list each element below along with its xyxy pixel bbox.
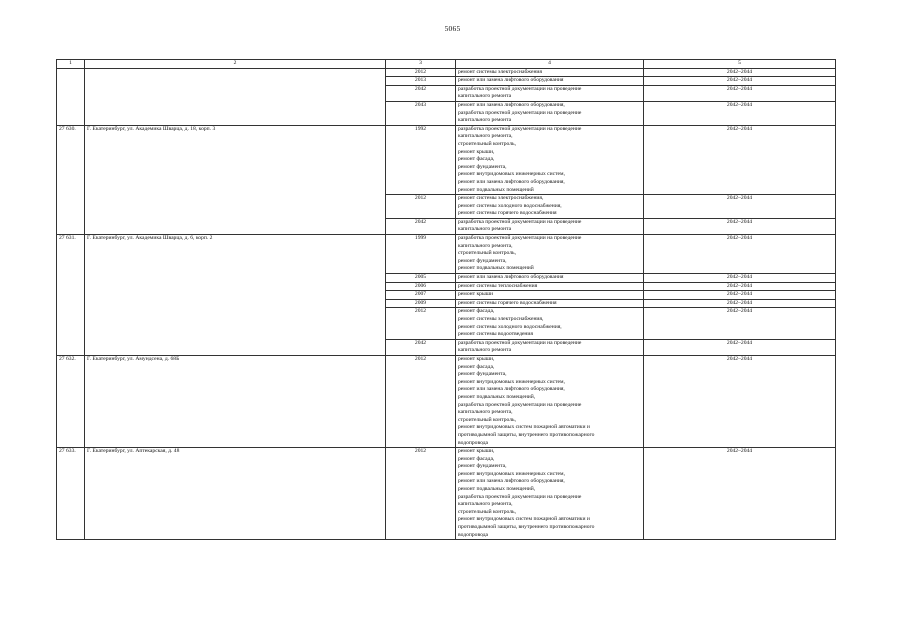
repair-work-item: ремонт системы холодного водоснабжения,	[458, 202, 562, 209]
repair-works	[456, 308, 644, 339]
planned-period: 2042–2044	[644, 299, 836, 308]
commissioning-year: 2007	[386, 291, 456, 300]
repair-works	[456, 195, 644, 219]
repair-works	[456, 77, 644, 86]
building-address	[85, 282, 386, 291]
building-number	[57, 308, 85, 339]
table-body	[57, 68, 836, 540]
table-row	[57, 299, 836, 308]
repair-work-item: ремонт фасада,	[458, 363, 495, 370]
repair-work-item: ремонт фундамента,	[458, 371, 507, 378]
repair-work-item: ремонт фундамента,	[458, 463, 507, 470]
repair-work-item: капитального ремонта,	[458, 409, 513, 416]
repair-work-item: строительный контроль,	[458, 140, 516, 147]
header-col-3: 3	[386, 60, 456, 69]
repair-works	[456, 101, 644, 125]
repair-works	[456, 235, 644, 274]
repair-works	[456, 68, 644, 77]
commissioning-year: 2012	[386, 448, 456, 540]
planned-period: 2042–2044	[644, 85, 836, 101]
repair-work-item: капитального ремонта	[458, 347, 512, 354]
header-col-2: 2	[85, 60, 386, 69]
commissioning-year: 2009	[386, 299, 456, 308]
repair-work-item: строительный контроль,	[458, 250, 516, 257]
repair-work-item: разработка проектной документации на проведение	[458, 401, 582, 408]
repair-work-item: разработка проектной документации на проведение	[458, 218, 582, 225]
building-address	[85, 299, 386, 308]
repair-work-item: ремонт системы электроснабжения,	[458, 316, 544, 322]
building-number: 27 631.	[57, 235, 85, 274]
building-address: Г. Екатеринбург, ул. Аптекарская, д. 48	[85, 448, 386, 540]
repair-work-item: разработка проектной документации на проведение	[458, 125, 582, 132]
repair-work-item: ремонт подвальных помещений,	[458, 393, 536, 400]
repair-work-item: ремонт внутридомовых систем пожарной автоматики и	[458, 516, 590, 523]
repair-work-item: ремонт крыши,	[458, 355, 495, 362]
commissioning-year: 2043	[386, 101, 456, 125]
planned-period: 2042–2044	[644, 448, 836, 540]
repair-work-item: ремонт или замена лифтового оборудования	[458, 77, 564, 84]
planned-period: 2042–2044	[644, 101, 836, 125]
building-address: Г. Екатеринбург, ул. Академика Шварца, д. 18, корп. 3	[85, 125, 386, 194]
building-number	[57, 339, 85, 355]
page-number: 5065	[444, 24, 461, 33]
repair-work-item: ремонт или замена лифтового оборудования	[458, 274, 564, 281]
repair-works	[456, 339, 644, 355]
building-number	[57, 299, 85, 308]
repair-work-item: строительный контроль,	[458, 508, 516, 515]
building-address	[85, 339, 386, 355]
capital-repair-table	[56, 59, 836, 540]
planned-period: 2042–2044	[644, 291, 836, 300]
repair-work-item: ремонт фасада,	[458, 156, 495, 163]
repair-works	[456, 85, 644, 101]
planned-period: 2042–2044	[644, 355, 836, 447]
repair-works	[456, 218, 644, 234]
commissioning-year: 2012	[386, 355, 456, 447]
planned-period: 2042–2044	[644, 218, 836, 234]
header-col-4: 4	[456, 60, 644, 69]
table-row	[57, 282, 836, 291]
building-number	[57, 77, 85, 86]
planned-period: 2042–2044	[644, 339, 836, 355]
building-number	[57, 101, 85, 125]
repair-work-item: ремонт фасада,	[458, 455, 495, 462]
planned-period: 2042–2044	[644, 125, 836, 194]
planned-period: 2042–2044	[644, 195, 836, 219]
repair-work-item: противодымной защиты, внутреннего противопожарного	[458, 524, 595, 531]
building-number	[57, 291, 85, 300]
table-row	[57, 308, 836, 339]
building-number	[57, 218, 85, 234]
repair-work-item: ремонт системы водоотведения	[458, 331, 533, 338]
commissioning-year: 2013	[386, 77, 456, 86]
repair-works	[456, 299, 644, 308]
table-row	[57, 77, 836, 86]
repair-work-item: ремонт системы теплоснабжения	[458, 282, 538, 289]
repair-work-item: капитального ремонта,	[458, 133, 513, 140]
repair-work-item: ремонт системы холодного водоснабжения,	[458, 323, 562, 330]
repair-work-item: противодымной защиты, внутреннего противопожарного	[458, 431, 595, 438]
repair-work-item: ремонт внутридомовых инженерных систем,	[458, 378, 565, 385]
repair-work-item: водопровода	[458, 531, 489, 538]
repair-work-item: ремонт или замена лифтового оборудования,	[458, 178, 565, 185]
repair-work-item: капитального ремонта	[458, 226, 512, 233]
building-number	[57, 195, 85, 219]
header-row	[57, 60, 836, 69]
repair-work-item: водопровода	[458, 439, 489, 446]
repair-work-item: ремонт системы электроснабжения,	[458, 195, 544, 202]
repair-work-item: капитального ремонта	[458, 117, 512, 124]
commissioning-year: 2012	[386, 195, 456, 219]
repair-work-item: разработка проектной документации на проведение	[458, 109, 582, 116]
repair-work-item: ремонт фундамента,	[458, 257, 507, 264]
building-number	[57, 85, 85, 101]
repair-work-item: ремонт подвальных помещений	[458, 265, 534, 272]
building-address	[85, 218, 386, 234]
repair-work-item: ремонт внутридомовых систем пожарной автоматики и	[458, 424, 590, 431]
building-address	[85, 291, 386, 300]
table-row	[57, 291, 836, 300]
commissioning-year: 1999	[386, 235, 456, 274]
repair-work-item: ремонт фундамента,	[458, 163, 507, 170]
repair-work-item: разработка проектной документации на проведение	[458, 85, 582, 92]
planned-period: 2042–2044	[644, 282, 836, 291]
building-address	[85, 77, 386, 86]
repair-work-item: капитального ремонта	[458, 93, 512, 100]
commissioning-year: 2005	[386, 274, 456, 283]
table-row	[57, 85, 836, 101]
building-address	[85, 68, 386, 77]
table-row	[57, 101, 836, 125]
table-header	[57, 60, 836, 69]
building-number	[57, 68, 85, 77]
header-col-1: 1	[57, 60, 85, 69]
repair-work-item: строительный контроль,	[458, 416, 516, 423]
repair-work-item: ремонт крыши,	[458, 448, 495, 455]
building-number: 27 633.	[57, 448, 85, 540]
planned-period: 2042–2044	[644, 235, 836, 274]
building-number	[57, 282, 85, 291]
repair-work-item: ремонт подвальных помещений,	[458, 486, 536, 493]
repair-work-item: капитального ремонта,	[458, 501, 513, 508]
building-address	[85, 308, 386, 339]
building-address	[85, 85, 386, 101]
table-row	[57, 195, 836, 219]
building-address	[85, 274, 386, 283]
repair-work-item: ремонт внутридомовых инженерных систем,	[458, 171, 565, 178]
building-number	[57, 274, 85, 283]
repair-work-item: разработка проектной документации на проведение	[458, 493, 582, 500]
header-col-5: 5	[644, 60, 836, 69]
repair-works	[456, 291, 644, 300]
repair-work-item: разработка проектной документации на проведение	[458, 339, 582, 346]
repair-work-item: разработка проектной документации на проведение	[458, 235, 582, 242]
repair-work-item: ремонт крыши	[458, 291, 494, 298]
table-row	[57, 448, 836, 540]
commissioning-year: 1992	[386, 125, 456, 194]
repair-work-item: ремонт или замена лифтового оборудования,	[458, 101, 565, 108]
repair-work-item: ремонт внутридомовых инженерных систем,	[458, 470, 565, 477]
table-row	[57, 218, 836, 234]
table-row	[57, 235, 836, 274]
table-row	[57, 68, 836, 77]
repair-work-item: ремонт или замена лифтового оборудования,	[458, 386, 565, 393]
repair-work-item: ремонт крыши,	[458, 148, 495, 155]
repair-works	[456, 125, 644, 194]
building-address	[85, 101, 386, 125]
building-number: 27 630.	[57, 125, 85, 194]
repair-works	[456, 355, 644, 447]
building-number: 27 632.	[57, 355, 85, 447]
table-row	[57, 355, 836, 447]
planned-period: 2042–2044	[644, 308, 836, 339]
planned-period: 2042–2044	[644, 274, 836, 283]
repair-work-item: ремонт системы горячего водоснабжения	[458, 299, 557, 306]
commissioning-year: 2012	[386, 68, 456, 77]
repair-work-item: ремонт фасада,	[458, 308, 495, 315]
commissioning-year: 2042	[386, 85, 456, 101]
planned-period: 2042–2044	[644, 77, 836, 86]
repair-work-item: ремонт системы горячего водоснабжения	[458, 210, 557, 217]
repair-work-item: ремонт подвальных помещений	[458, 186, 534, 193]
repair-works	[456, 274, 644, 283]
commissioning-year: 2042	[386, 339, 456, 355]
repair-work-item: ремонт или замена лифтового оборудования,	[458, 478, 565, 485]
commissioning-year: 2006	[386, 282, 456, 291]
commissioning-year: 2042	[386, 218, 456, 234]
table-row	[57, 125, 836, 194]
repair-works	[456, 282, 644, 291]
building-address	[85, 195, 386, 219]
repair-works	[456, 448, 644, 540]
repair-work-item: капитального ремонта,	[458, 242, 513, 249]
planned-period: 2042–2044	[644, 68, 836, 77]
commissioning-year: 2012	[386, 308, 456, 339]
building-address: Г. Екатеринбург, ул. Амундсена, д. 68Б	[85, 355, 386, 447]
building-address: Г. Екатеринбург, ул. Академика Шварца, д. 6, корп. 2	[85, 235, 386, 274]
repair-work-item: ремонт системы электроснабжения	[458, 68, 542, 75]
table-row	[57, 339, 836, 355]
table-row	[57, 274, 836, 283]
